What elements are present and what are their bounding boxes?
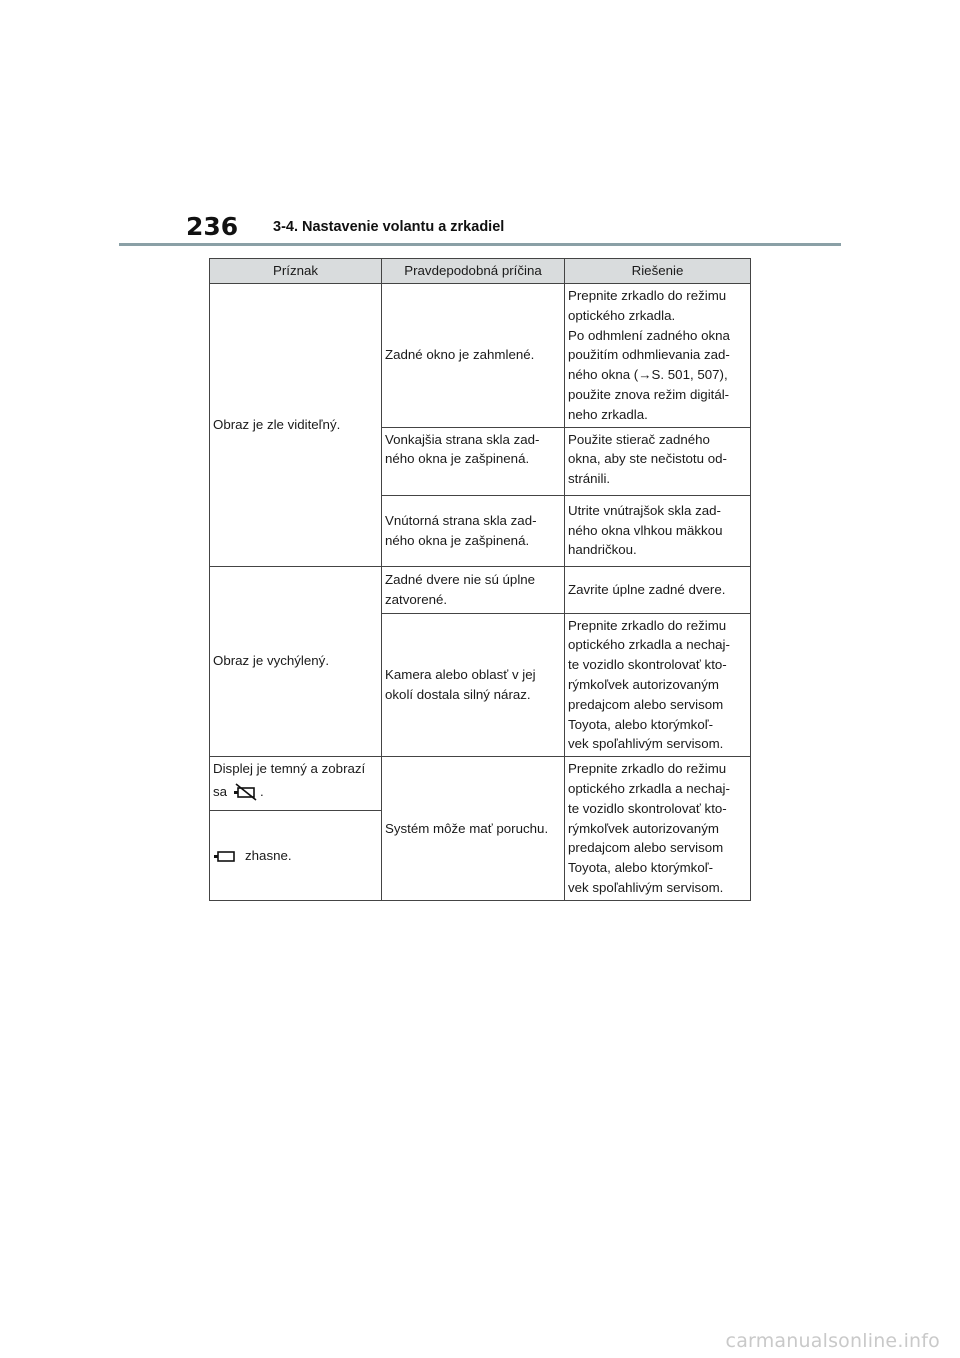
solution-cell bbox=[565, 427, 751, 495]
cause-cell bbox=[382, 757, 565, 901]
column-header-symptom: Príznak bbox=[210, 259, 382, 284]
cause-cell bbox=[382, 613, 565, 757]
symptom-cell bbox=[210, 284, 382, 567]
solution-cell bbox=[565, 284, 751, 428]
camera-icon bbox=[213, 847, 239, 865]
cause-cell bbox=[382, 566, 565, 613]
cause-text: Vonkajšia strana skla zad- ného okna je zašpinená. bbox=[385, 431, 540, 467]
cause-cell bbox=[382, 495, 565, 566]
symptom-text: zhasne. bbox=[245, 847, 292, 863]
solution-text: Prepnite zrkadlo do režimu optického zrkadla. Po odhmlení zadného okna použitím odhmlievania zad- ného okna (→S. 501, 507), použite znova režim digitál- neho zrkadla. bbox=[568, 288, 730, 422]
solution-text: Použite stierač zadného okna, aby ste nečistotu od- stránili. bbox=[568, 431, 727, 487]
solution-text: Zavrite úplne zadné dvere. bbox=[568, 581, 726, 597]
symptom-text: . bbox=[260, 783, 264, 799]
symptom-icon-line bbox=[213, 782, 378, 802]
troubleshooting-table bbox=[209, 258, 751, 901]
cause-cell bbox=[382, 284, 565, 428]
symptom-text: sa bbox=[213, 783, 228, 799]
table-row bbox=[210, 566, 751, 613]
solution-cell bbox=[565, 613, 751, 757]
table-row bbox=[210, 757, 751, 811]
symptom-icon-line bbox=[213, 846, 378, 866]
camera-off-icon bbox=[233, 783, 259, 801]
watermark: carmanualsonline.info bbox=[725, 1330, 940, 1352]
solution-text: Utrite vnútrajšok skla zad- ného okna vlhkou mäkkou handričkou. bbox=[568, 502, 723, 558]
symptom-cell bbox=[210, 757, 382, 811]
solution-text: Prepnite zrkadlo do režimu optického zrkadla a nechaj- te vozidlo skontrolovať kto- rýmkoľvek autorizovaným predajcom alebo servisom Toyota, alebo ktorýmkoľ- vek spoľahlivým servisom. bbox=[568, 761, 730, 895]
cause-text: Kamera alebo oblasť v jej okolí dostala silný náraz. bbox=[385, 667, 536, 702]
solution-text: Prepnite zrkadlo do režimu optického zrkadla a nechaj- te vozidlo skontrolovať kto- rýmkoľvek autorizovaným predajcom alebo servisom Toyota, alebo ktorýmkoľ- vek spoľahlivým servisom. bbox=[568, 617, 730, 752]
solution-cell bbox=[565, 566, 751, 613]
symptom-cell bbox=[210, 566, 382, 757]
table-header-row bbox=[210, 259, 751, 284]
symptom-text: Obraz je vychýlený. bbox=[213, 653, 330, 669]
cause-text: Systém môže mať poruchu. bbox=[385, 820, 549, 836]
cause-text: Zadné dvere nie sú úplne zatvorené. bbox=[385, 571, 536, 607]
cause-text: Vnútorná strana skla zad- ného okna je zašpinená. bbox=[385, 512, 537, 548]
page-number: 236 bbox=[186, 212, 239, 241]
section-title: 3-4. Nastavenie volantu a zrkadiel bbox=[273, 219, 505, 235]
column-header-solution: Riešenie bbox=[565, 259, 751, 284]
header-divider bbox=[119, 243, 841, 246]
symptom-text: Obraz je zle viditeľný. bbox=[213, 416, 341, 432]
solution-cell bbox=[565, 495, 751, 566]
symptom-cell bbox=[210, 811, 382, 900]
symptom-text: Displej je temný a zobrazí bbox=[213, 761, 366, 777]
column-header-cause: Pravdepodobná príčina bbox=[382, 259, 565, 284]
table-row bbox=[210, 284, 751, 428]
cause-cell bbox=[382, 427, 565, 495]
cause-text: Zadné okno je zahmlené. bbox=[385, 347, 535, 363]
solution-cell bbox=[565, 757, 751, 901]
